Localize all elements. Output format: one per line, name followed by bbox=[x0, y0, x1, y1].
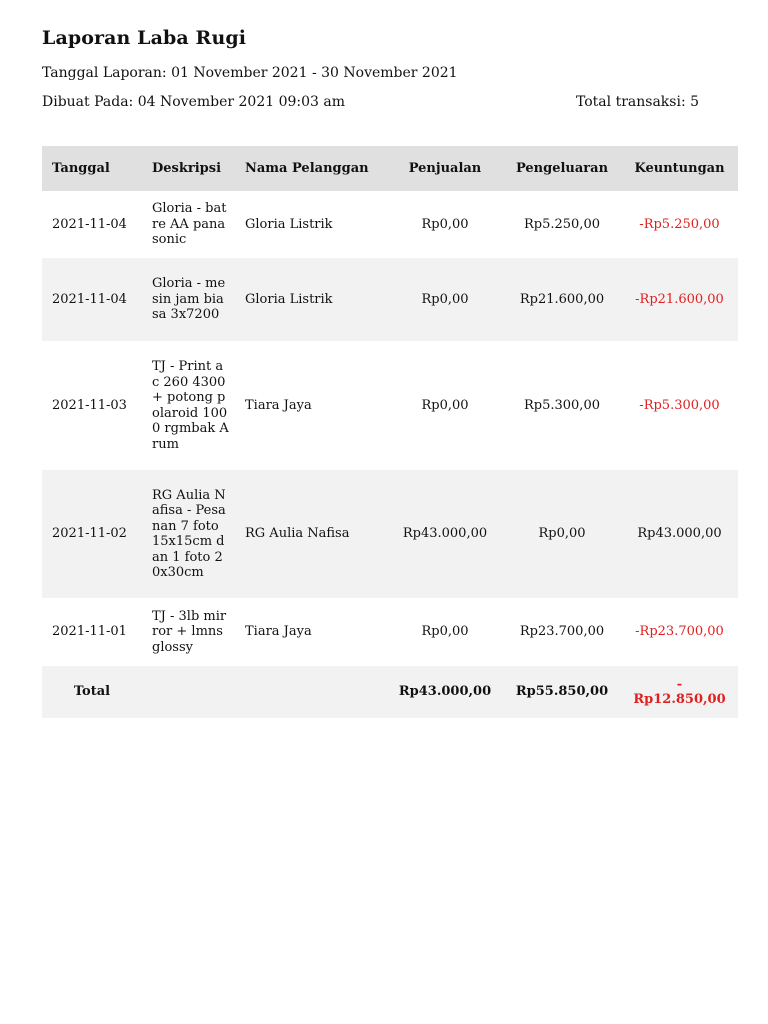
table-row bbox=[42, 341, 738, 470]
table-row bbox=[42, 598, 738, 666]
cell-date: 2021-11-01 bbox=[52, 624, 127, 640]
profit-loss-table bbox=[42, 146, 738, 718]
cell-profit: Rp43.000,00 bbox=[637, 526, 722, 542]
cell-description: RG Aulia Nafisa - Pesanan 7 foto 15x15cm dan 1 foto 20x30cm bbox=[152, 487, 226, 580]
cell-date: 2021-11-04 bbox=[52, 291, 127, 307]
cell-customer: Gloria Listrik bbox=[245, 291, 333, 307]
header-description: Deskripsi bbox=[142, 146, 235, 191]
cell-description: TJ - Print ac 260 4300 + potong polaroid 1000 rgmbak Arum bbox=[152, 359, 229, 452]
cell-sales: Rp0,00 bbox=[421, 291, 469, 307]
header-customer: Nama Pelanggan bbox=[235, 146, 387, 191]
cell-expense: Rp0,00 bbox=[538, 526, 586, 542]
cell-profit: -Rp5.300,00 bbox=[639, 397, 720, 413]
total-expense: Rp55.850,00 bbox=[503, 666, 621, 718]
cell-description: TJ - 3lb mirror + lmns glossy bbox=[152, 608, 227, 655]
cell-sales: Rp0,00 bbox=[421, 397, 469, 413]
cell-sales: Rp43.000,00 bbox=[402, 526, 488, 542]
cell-customer: Tiara Jaya bbox=[245, 624, 312, 640]
cell-sales: Rp0,00 bbox=[421, 216, 469, 232]
table-total-row bbox=[42, 666, 738, 718]
cell-expense: Rp21.600,00 bbox=[519, 291, 605, 307]
cell-description: Gloria - batre AA panasonic bbox=[152, 201, 227, 248]
table-row bbox=[42, 470, 738, 598]
header-profit: Keuntungan bbox=[621, 146, 738, 191]
cell-customer: Tiara Jaya bbox=[245, 397, 312, 413]
cell-profit: -Rp21.600,00 bbox=[635, 291, 724, 307]
cell-date: 2021-11-03 bbox=[52, 397, 127, 413]
cell-date: 2021-11-02 bbox=[52, 526, 127, 542]
cell-customer: RG Aulia Nafisa bbox=[245, 526, 350, 542]
report-title: Laporan Laba Rugi bbox=[42, 27, 247, 49]
cell-expense: Rp5.250,00 bbox=[523, 216, 600, 232]
cell-customer: Gloria Listrik bbox=[245, 216, 333, 232]
cell-expense: Rp23.700,00 bbox=[519, 624, 605, 640]
header-sales: Penjualan bbox=[387, 146, 503, 191]
cell-date: 2021-11-04 bbox=[52, 216, 127, 232]
cell-description: Gloria - mesin jam biasa 3x7200 bbox=[152, 276, 226, 323]
cell-profit: -Rp23.700,00 bbox=[635, 624, 724, 640]
table-header-row bbox=[42, 146, 738, 191]
header-expense: Pengeluaran bbox=[503, 146, 621, 191]
report-date-range: Tanggal Laporan: 01 November 2021 - 30 November 2021 bbox=[42, 65, 458, 81]
table-row bbox=[42, 258, 738, 341]
total-empty-cell bbox=[235, 666, 387, 718]
cell-sales: Rp0,00 bbox=[421, 624, 469, 640]
cell-profit: -Rp5.250,00 bbox=[639, 216, 720, 232]
table-row bbox=[42, 191, 738, 258]
cell-expense: Rp5.300,00 bbox=[523, 397, 600, 413]
total-label: Total bbox=[42, 666, 142, 718]
total-empty-cell bbox=[142, 666, 235, 718]
total-sales: Rp43.000,00 bbox=[387, 666, 503, 718]
transaction-count: Total transaksi: 5 bbox=[576, 94, 700, 110]
header-date: Tanggal bbox=[42, 146, 142, 191]
report-created-at: Dibuat Pada: 04 November 2021 09:03 am bbox=[42, 94, 346, 110]
total-profit: -Rp12.850,00 bbox=[621, 666, 738, 718]
